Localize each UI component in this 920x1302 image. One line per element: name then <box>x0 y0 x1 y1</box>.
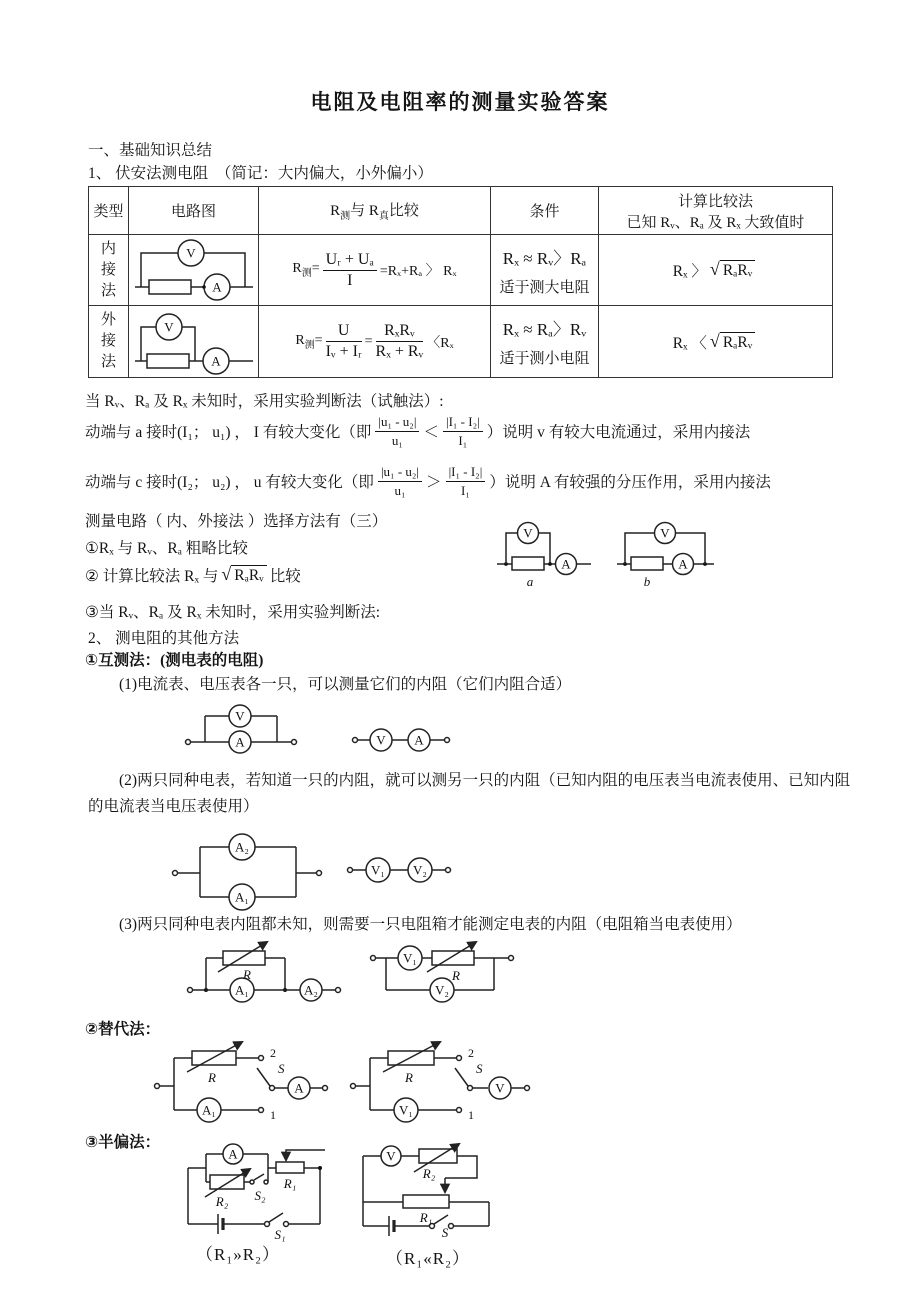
row-type-internal: 内接法 <box>100 240 116 299</box>
table-row-external <box>89 306 833 378</box>
condition-external: Rₓ ≈ Rₐ〉Rᵥ 适于测小电阻 <box>491 306 599 378</box>
circuit-b-label: b <box>643 574 651 589</box>
voltmeter-label: V <box>495 1080 505 1096</box>
contact-2-label: 2 <box>270 1046 276 1060</box>
resistor-box-label: R <box>452 968 460 983</box>
fraction-i: $\frac{\text{|I₁ - I₂|}}{\text{I₁}}$ <box>446 464 486 499</box>
circuit-ammeter-external <box>133 309 255 375</box>
paragraph-1: (1)电流表、电压表各一只，可以测量它们的内阻（它们内阻合适） <box>119 676 572 693</box>
switch-label: S <box>476 1061 483 1076</box>
voltmeter-label: V <box>376 732 386 748</box>
header-calc-line1: 计算比较法 <box>677 193 753 210</box>
circuit-b-internal <box>617 516 739 592</box>
circuit-v1-rbox-parallel-v2 <box>368 938 523 1006</box>
voltmeter-label: V <box>386 1148 396 1164</box>
caption-r1-much-greater-r2: （R₁»R₂） <box>196 1245 281 1264</box>
fraction-u: $\frac{\text{|u₁ - u₂|}}{\text{u₁}}$ <box>378 464 422 499</box>
fraction-u: $\frac{\text{|u₁ - u₂|}}{\text{u₁}}$ <box>375 414 419 449</box>
caption-r1-much-less-r2: （R₁«R₂） <box>386 1249 471 1268</box>
ammeter-label: A <box>210 353 221 368</box>
paragraph-3: (3)两只同种电表内阻都未知，则需要一只电阻箱才能测定电表的内阻（电阻箱当电表使用） <box>119 916 742 933</box>
switch-label: S <box>441 1225 449 1240</box>
section-2-heading: 2、 测电阻的其他方法 <box>88 630 240 647</box>
contact-2-label: 2 <box>468 1046 474 1060</box>
table-row-internal <box>89 235 833 306</box>
calc-internal: Rₓ 〉 √ RₐRᵥ <box>599 235 833 306</box>
voltmeter-1-label: V₁ <box>399 1102 413 1118</box>
header-condition: 条件 <box>491 187 599 235</box>
voltmeter-label: V <box>523 525 533 541</box>
circuit-a-label: a <box>526 574 534 589</box>
voltmeter-1-label: V₁ <box>403 950 417 966</box>
circuit-a2-parallel-a1 <box>170 833 325 905</box>
formula-rhs: =Rₓ+Rₐ 〉 Rₓ <box>379 264 457 279</box>
ammeter-label: A <box>235 734 245 750</box>
ammeter-label: A <box>294 1080 304 1096</box>
sqrt-expression: √ RₐRᵥ <box>710 260 755 280</box>
voltmeter-label: V <box>185 245 196 261</box>
comparison-operator: ＜ <box>423 424 439 441</box>
header-circuit: 电路图 <box>129 187 259 235</box>
method-1-line: ①Rₓ 与 Rᵥ、Rₐ 粗略比较 <box>85 540 248 557</box>
contact-1-label: 1 <box>270 1108 276 1122</box>
paragraph-2: (2)两只同种电表，若知道一只的内阻，就可以测另一只的内阻（已知内阻的电压表当电流表使用、已知内阻的电流表当电压表使用） <box>88 772 851 815</box>
condition-internal: Rₓ ≈ Rᵥ〉Rₐ 适于测大电阻 <box>491 235 599 306</box>
circuit-v1-series-v2 <box>345 852 465 888</box>
rheostat-label: R <box>208 1070 216 1085</box>
row-type-external: 外接法 <box>100 312 116 370</box>
resistor-2-label: R₂ <box>215 1194 229 1209</box>
resistor-2-label: R₂ <box>422 1166 436 1181</box>
formula-lhs: $R_测=$ <box>292 261 320 279</box>
ammeter-label: A <box>228 1146 238 1162</box>
formula-internal <box>259 235 491 306</box>
fraction-i: $\frac{\text{|I₁ - I₂|}}{\text{I₁}}$ <box>443 414 483 449</box>
trial-line-a: 动端与 a 接时(I₁； u₁) ， I 有较大变化（即 $\frac{\text{|u₁ - u₂|}}{\text{u₁}}$ ＜ $\frac{\text{|I₁ - I₂|}}{\text{I₁}}$ ）说明 v 有较大电流通过，采用内接法 <box>85 413 751 448</box>
circuit-half-deflection-current <box>180 1144 335 1241</box>
judge-method-line: 当 Rᵥ、Rₐ 及 Rₓ 未知时，采用实验判断法（试触法）: <box>85 393 444 410</box>
substitution-heading: ②替代法： <box>85 1021 161 1038</box>
circuit-v-parallel-a <box>183 700 303 762</box>
resistor-1-label: R₁ <box>419 1210 433 1225</box>
circuit-rbox-parallel-a1-series-a2 <box>185 938 345 1010</box>
voltmeter-2-label: V₂ <box>435 982 449 998</box>
ammeter-1-label: A₁ <box>202 1102 216 1118</box>
comparison-operator: ＞ <box>426 474 442 491</box>
section-1-heading: 一、基础知识总结 <box>88 142 213 159</box>
circuit-substitution-voltmeter <box>348 1040 536 1124</box>
switch-2-label: S₂ <box>254 1188 266 1203</box>
table-header-row <box>89 187 833 235</box>
contact-1-label: 1 <box>468 1108 474 1122</box>
formula-lhs: $R_测=$ <box>295 332 323 351</box>
ammeter-2-label: A₂ <box>235 839 249 855</box>
ammeter-label: A <box>561 556 571 572</box>
mutual-measure-heading: ①互测法：(测电表的电阻) <box>85 652 264 669</box>
header-compare: $R_测$与 $R_真$比较 <box>259 187 491 235</box>
method-select-line: 测量电路（ 内、外接法 ）选择方法有（三） <box>85 513 388 530</box>
formula-external: $R_测=$ $\frac{U}{\text{Iᵥ + Iᵣ}}$ = $\frac{\text{RₓRᵥ}}{\text{Rₓ + Rᵥ}}$ 〈Rₓ <box>259 306 491 378</box>
item-1-heading: 1、 伏安法测电阻 （简记：大内偏大，小外偏小） <box>88 165 433 182</box>
fraction: $\frac{\text{RₓRᵥ}}{\text{Rₓ + Rᵥ}}$ <box>375 322 424 360</box>
header-calc-line2: 已知 Rᵥ、Rₐ 及 Rₓ 大致值时 <box>626 214 805 231</box>
header-calc-method <box>599 187 833 235</box>
voltmeter-1-label: V₁ <box>371 862 385 878</box>
fraction: $\frac{U}{\text{Iᵥ + Iᵣ}}$ <box>325 322 362 360</box>
voltmeter-2-label: V₂ <box>413 862 427 878</box>
voltmeter-label: V <box>163 319 174 334</box>
resistor-1-label: R₁ <box>283 1176 297 1191</box>
resistor-box-label: R <box>243 967 251 982</box>
voltmeter-label: V <box>235 708 245 724</box>
circuit-substitution-ammeter <box>152 1040 332 1124</box>
half-deflection-heading: ③半偏法： <box>85 1134 161 1151</box>
formula-rhs: 〈Rₓ <box>426 335 454 351</box>
voltammetry-method-table <box>88 186 833 378</box>
ammeter-label: A <box>211 279 222 295</box>
ammeter-1-label: A₁ <box>235 889 249 905</box>
ammeter-2-label: A₂ <box>304 982 318 998</box>
sqrt-expression: √ RₐRᵥ <box>710 332 755 352</box>
method-2-line: ② 计算比较法 Rₓ 与 √ RₐRᵥ 比较 <box>85 564 301 585</box>
method-3-line: ③当 Rᵥ、Rₐ 及 Rₓ 未知时，采用实验判断法: <box>85 604 381 621</box>
page-title: 电阻及电阻率的测量实验答案 <box>310 90 610 114</box>
circuit-v-series-a <box>350 722 462 758</box>
voltmeter-label: V <box>660 525 670 541</box>
switch-1-label: S₁ <box>274 1227 286 1242</box>
calc-external: Rₓ 〈 √ RₐRᵥ <box>599 306 833 378</box>
sqrt-expression: √ RₐRᵥ <box>221 565 266 585</box>
circuit-ammeter-internal <box>133 237 255 303</box>
fraction: $\frac{\text{Uᵣ + Uₐ}}{I}$ <box>323 251 377 290</box>
ammeter-1-label: A₁ <box>235 982 249 998</box>
switch-label: S <box>278 1061 285 1076</box>
header-type: 类型 <box>89 187 129 235</box>
circuit-a-external <box>497 516 607 592</box>
circuit-half-deflection-voltage <box>355 1142 500 1238</box>
ammeter-label: A <box>414 732 424 748</box>
trial-line-c: 动端与 c 接时(I₂； u₂) ， u 有较大变化（即 $\frac{\text{|u₁ - u₂|}}{\text{u₁}}$ ＞ $\frac{\text{|I₁ - I₂|}}{\text{I₁}}$ ）说明 A 有较强的分压作用，采用内接法 <box>85 463 771 498</box>
rheostat-label: R <box>405 1070 413 1085</box>
ammeter-label: A <box>678 556 688 572</box>
